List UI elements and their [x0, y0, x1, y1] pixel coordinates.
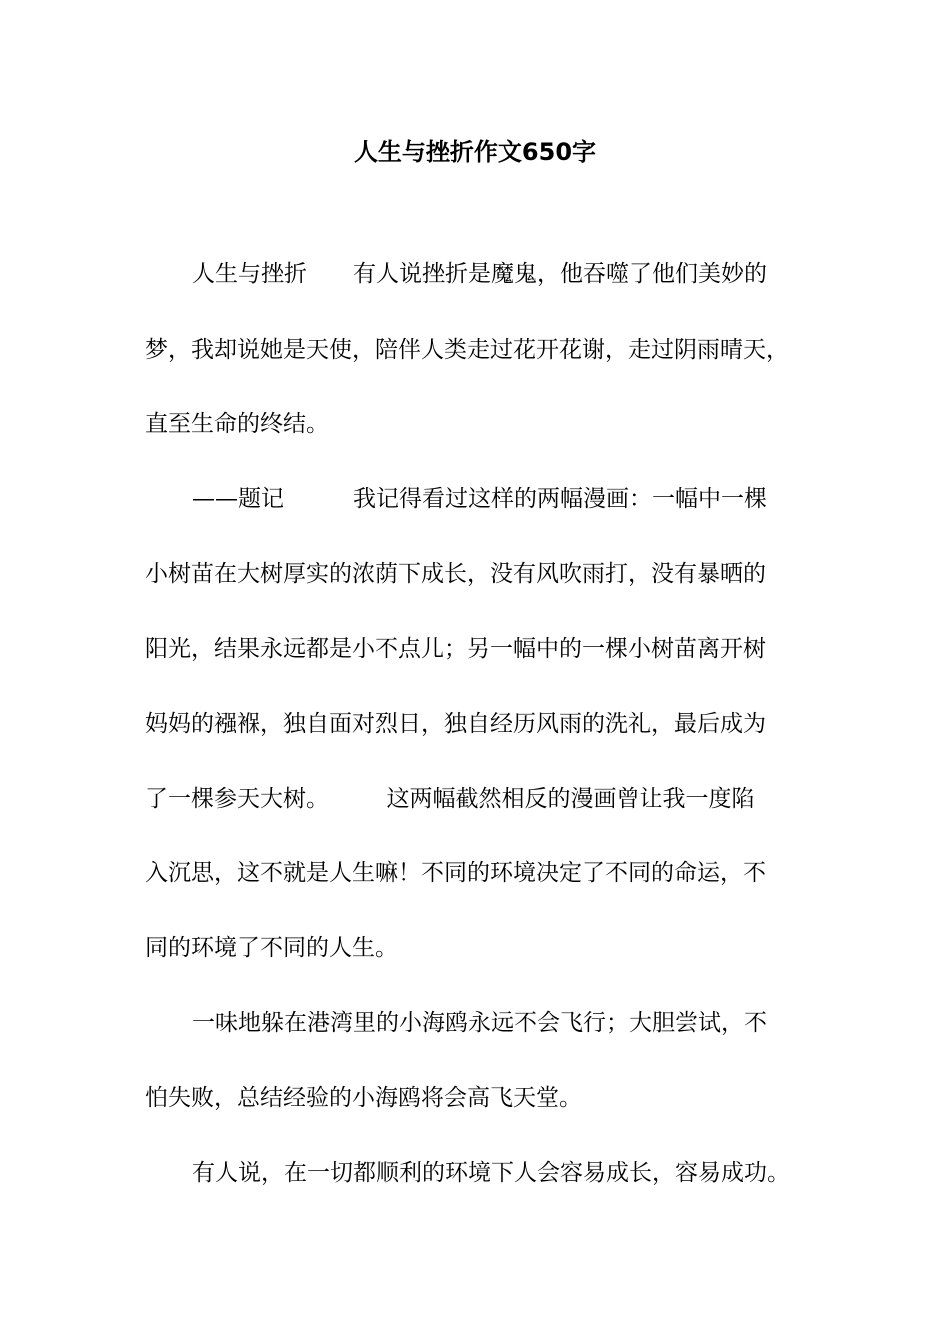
paragraph-line: 同的环境了不同的人生。 [145, 935, 398, 961]
paragraph-line: 直至生命的终结。 [145, 411, 329, 437]
paragraph-line: 一味地躲在港湾里的小海鸥永远不会飞行；大胆尝试，不 [192, 1010, 767, 1036]
paragraph-line: 梦，我却说她是天使，陪伴人类走过花开花谢，走过阴雨晴天， [145, 337, 789, 363]
paragraph-line: 怕失败，总结经验的小海鸥将会高飞天堂。 [145, 1085, 582, 1111]
document-title: 人生与挫折作文650字 [353, 138, 597, 166]
paragraph-line: 有人说，在一切都顺利的环境下人会容易成长，容易成功。 [192, 1160, 790, 1186]
paragraph-line: 小树苗在大树厚实的浓荫下成长，没有风吹雨打，没有暴晒的 [145, 561, 766, 587]
paragraph-line: 人生与挫折 有人说挫折是魔鬼，他吞噬了他们美妙的 [192, 261, 767, 287]
paragraph-line: 阳光，结果永远都是小不点儿；另一幅中的一棵小树苗离开树 [145, 636, 766, 662]
paragraph-line: 入沉思，这不就是人生嘛！不同的环境决定了不同的命运，不 [145, 860, 766, 886]
paragraph-line: ——题记 我记得看过这样的两幅漫画：一幅中一棵 [192, 486, 767, 512]
paragraph-line: 了一棵参天大树。 这两幅截然相反的漫画曾让我一度陷 [145, 786, 755, 812]
paragraph-line: 妈妈的襁褓，独自面对烈日，独自经历风雨的洗礼，最后成为 [145, 711, 766, 737]
